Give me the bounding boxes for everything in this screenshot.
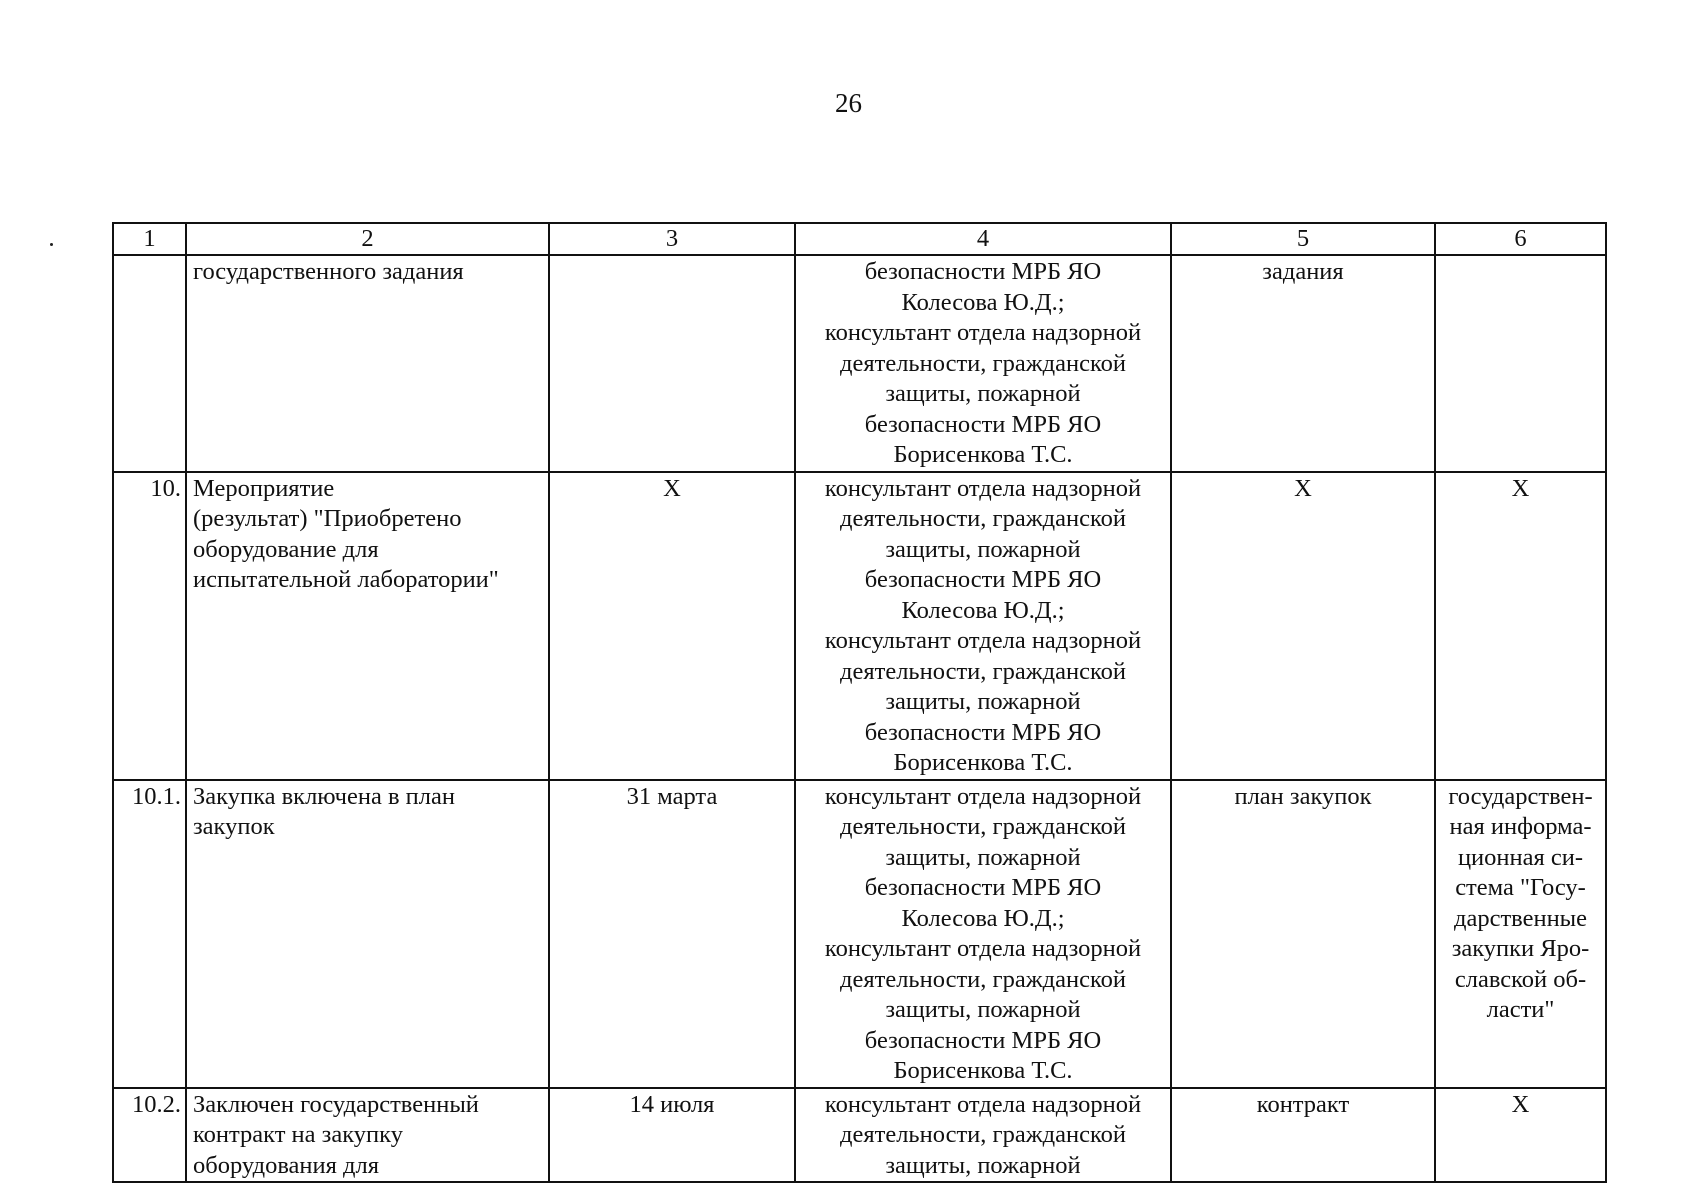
header-col-3: 3 (549, 223, 795, 255)
information-system: государствен- ная информа- ционная си- стема "Госу- дарственные закупки Яро- славской об- ласти" (1435, 780, 1606, 1088)
responsible: консультант отдела надзорной деятельности, гражданской защиты, пожарной безопасности МРБ ЯО Колесова Ю.Д.; консультант отдела надзорной деятельности, гражданской защиты, пожарной безопасности МРБ ЯО Борисенкова Т.С. (795, 780, 1171, 1088)
responsible: безопасности МРБ ЯО Колесова Ю.Д.; консультант отдела надзорной деятельности, гражданской защиты, пожарной безопасности МРБ ЯО Борисенкова Т.С. (795, 255, 1171, 472)
table-row (113, 472, 1606, 780)
document-type: задания (1171, 255, 1435, 472)
deadline (549, 255, 795, 472)
table-row (113, 255, 1606, 472)
information-system (1435, 255, 1606, 472)
row-number: 10.2. (113, 1088, 186, 1183)
measure-name: государственного задания (186, 255, 549, 472)
document-type: X (1171, 472, 1435, 780)
deadline: 14 июля (549, 1088, 795, 1183)
information-system: X (1435, 472, 1606, 780)
row-number (113, 255, 186, 472)
page-number: 26 (835, 88, 862, 118)
table-row (113, 780, 1606, 1088)
header-col-6: 6 (1435, 223, 1606, 255)
scan-dot (50, 243, 53, 246)
deadline: 31 марта (549, 780, 795, 1088)
header-col-4: 4 (795, 223, 1171, 255)
measure-name: Мероприятие (результат) "Приобретено оборудование для испытательной лаборатории" (186, 472, 549, 780)
header-col-2: 2 (186, 223, 549, 255)
header-col-1: 1 (113, 223, 186, 255)
document-type: контракт (1171, 1088, 1435, 1183)
responsible: консультант отдела надзорной деятельности, гражданской защиты, пожарной (795, 1088, 1171, 1183)
deadline: X (549, 472, 795, 780)
responsible: консультант отдела надзорной деятельности, гражданской защиты, пожарной безопасности МРБ ЯО Колесова Ю.Д.; консультант отдела надзорной деятельности, гражданской защиты, пожарной безопасности МРБ ЯО Борисенкова Т.С. (795, 472, 1171, 780)
measure-name: Заключен государственный контракт на закупку оборудования для (186, 1088, 549, 1183)
table-header-row (113, 223, 1606, 255)
measure-name: Закупка включена в план закупок (186, 780, 549, 1088)
row-number: 10.1. (113, 780, 186, 1088)
table-row (113, 1088, 1606, 1183)
measures-table (112, 222, 1607, 1183)
header-col-5: 5 (1171, 223, 1435, 255)
row-number: 10. (113, 472, 186, 780)
information-system: X (1435, 1088, 1606, 1183)
document-type: план закупок (1171, 780, 1435, 1088)
